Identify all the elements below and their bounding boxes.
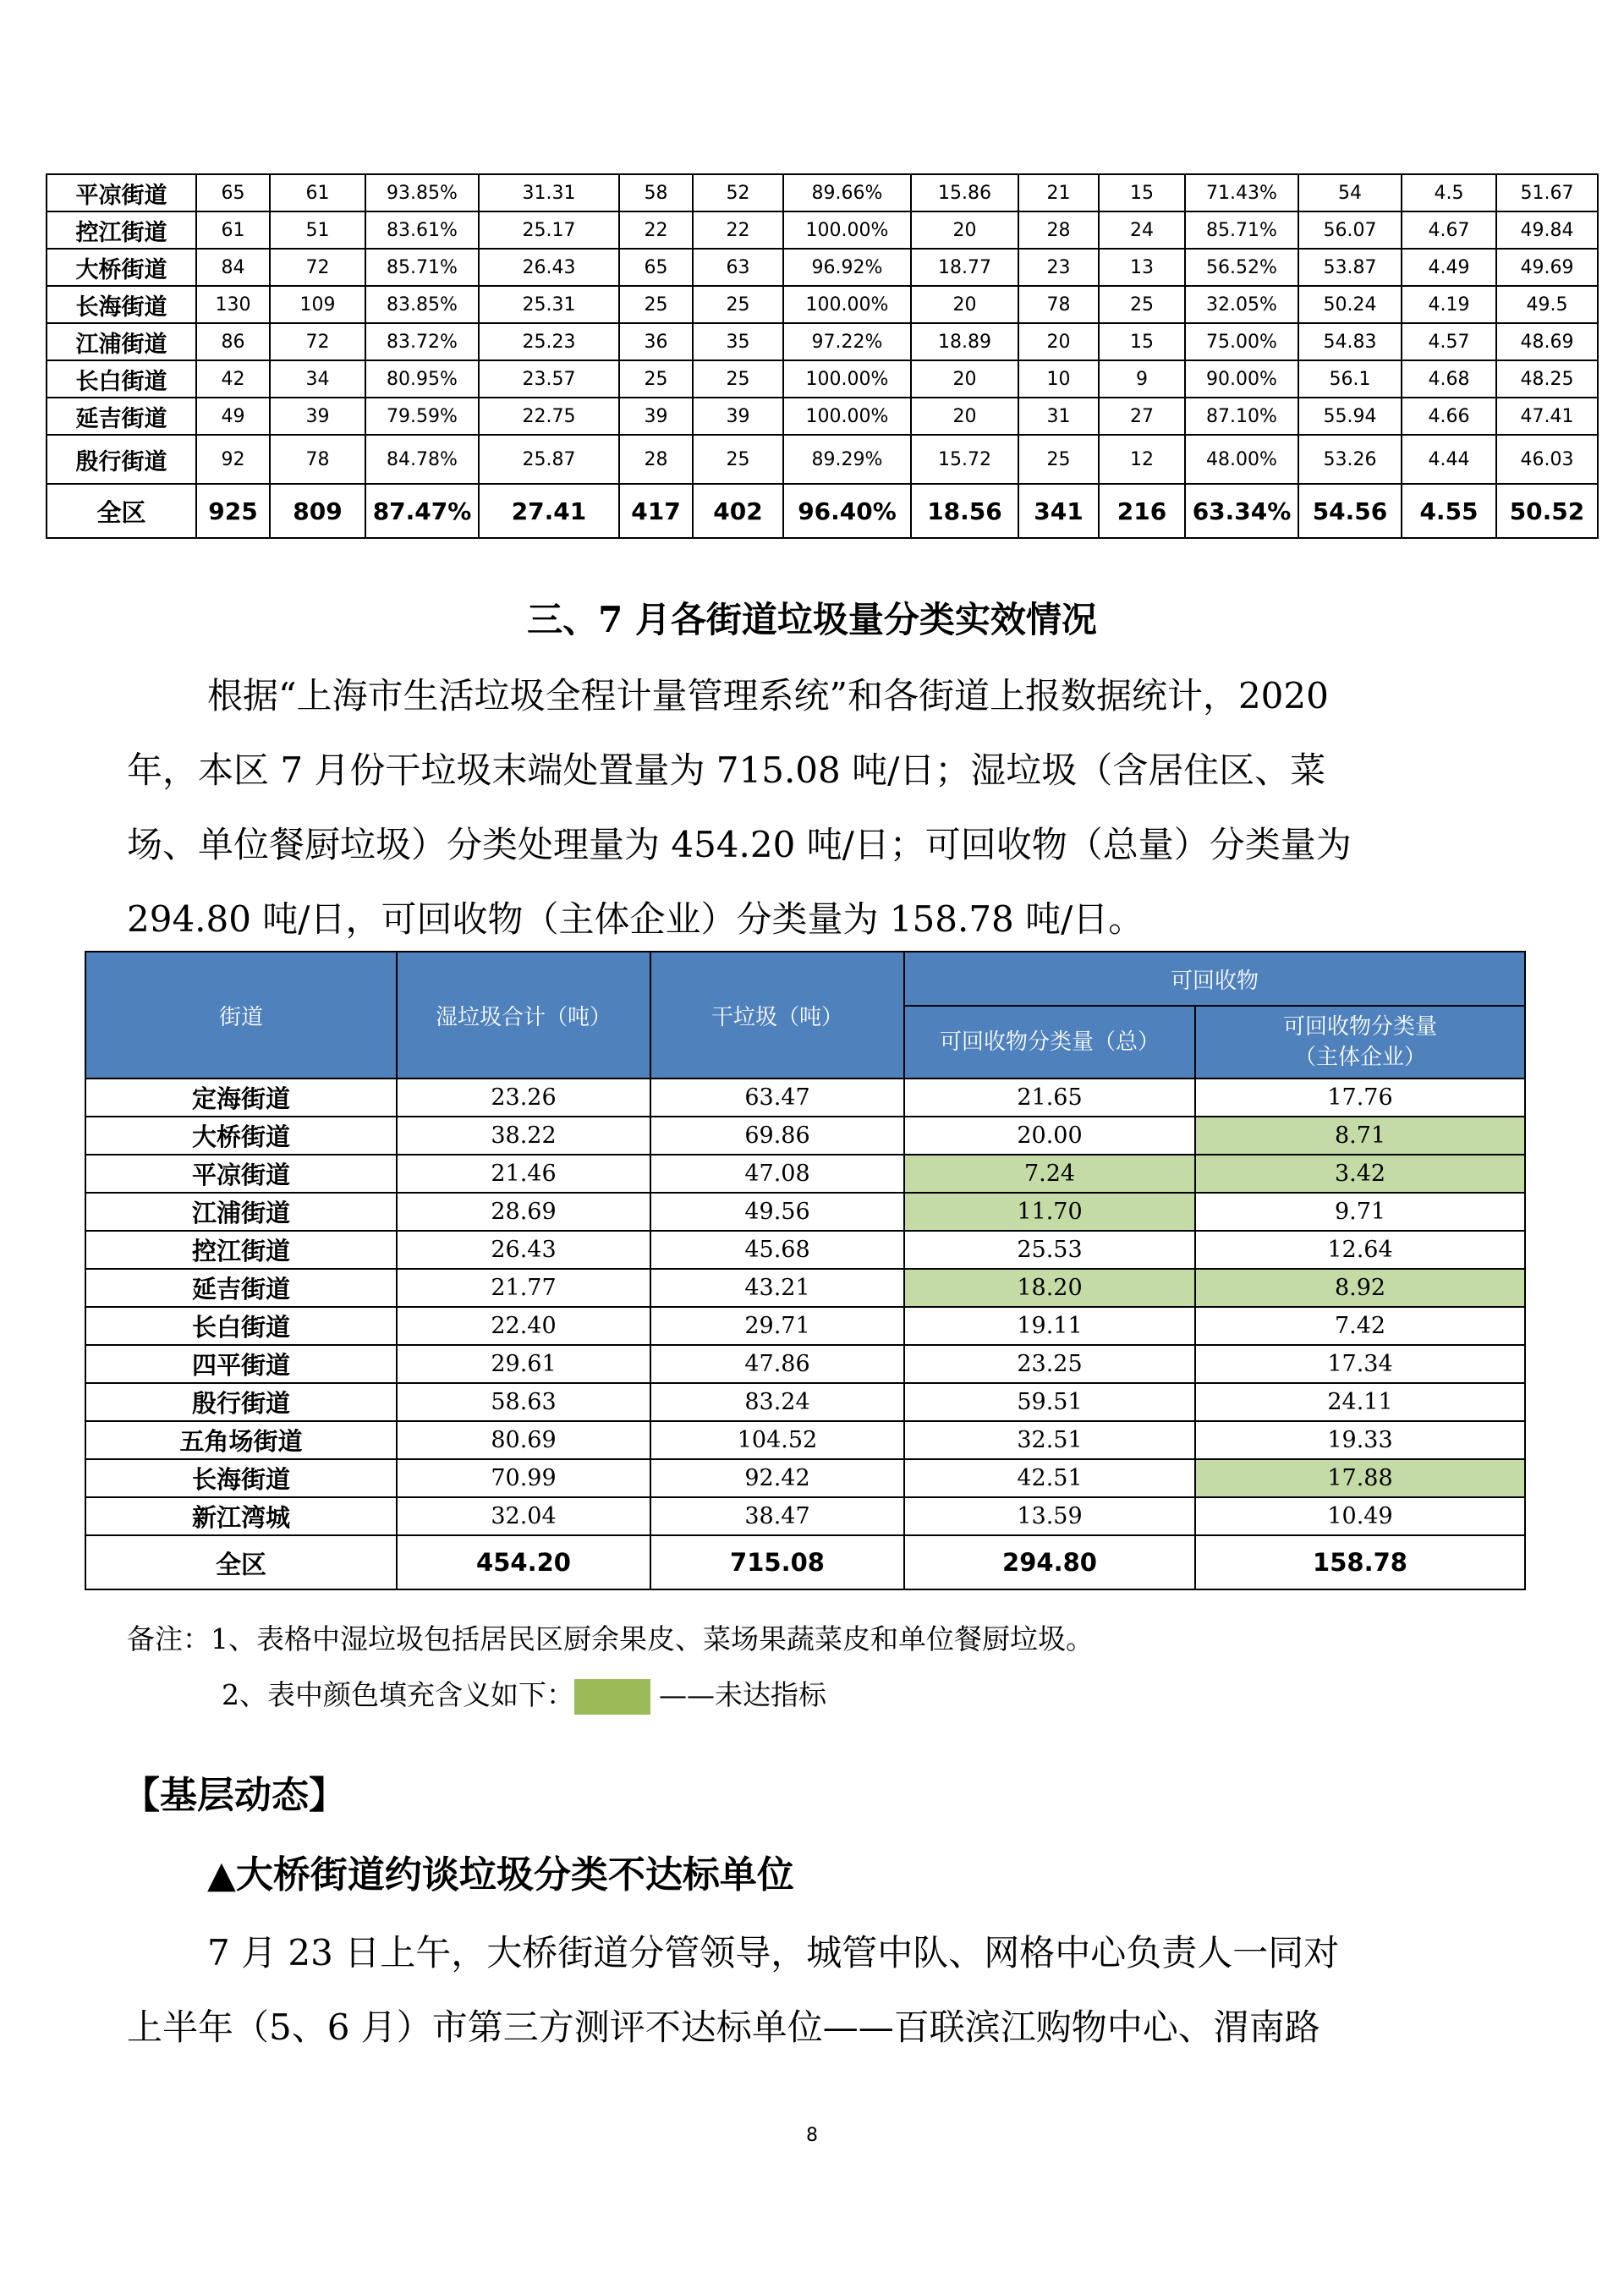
street-name-cell: 长海街道 [85, 1459, 397, 1497]
wet-cell: 32.04 [397, 1497, 650, 1535]
value-cell: 96.40% [783, 484, 911, 538]
main-cell: 17.76 [1195, 1079, 1525, 1117]
value-cell: 39 [619, 398, 693, 435]
value-cell: 15 [1099, 174, 1185, 211]
value-cell: 28 [1018, 211, 1099, 249]
rec-cell: 19.11 [904, 1307, 1195, 1345]
value-cell: 23.57 [479, 360, 619, 398]
dry-cell: 104.52 [650, 1421, 904, 1459]
value-cell: 89.66% [783, 174, 911, 211]
main-cell: 7.42 [1195, 1307, 1525, 1345]
street-name-cell: 定海街道 [85, 1079, 397, 1117]
rec-cell: 7.24 [904, 1155, 1195, 1193]
table-row [85, 1231, 1525, 1269]
value-cell: 22 [693, 211, 783, 249]
rec-cell: 21.65 [904, 1079, 1195, 1117]
value-cell: 48.00% [1185, 435, 1298, 484]
value-cell: 83.85% [365, 286, 479, 323]
note-2 [222, 1673, 826, 1715]
value-cell: 86 [196, 323, 270, 360]
rec-cell: 11.70 [904, 1193, 1195, 1231]
rec-cell: 13.59 [904, 1497, 1195, 1535]
value-cell: 25.87 [479, 435, 619, 484]
street-name-cell: 长海街道 [47, 286, 196, 323]
value-cell: 61 [196, 211, 270, 249]
table-total-row [85, 1535, 1525, 1589]
header-rec-total: 可回收物分类量（总） [904, 1006, 1195, 1079]
street-name-cell: 江浦街道 [85, 1193, 397, 1231]
street-name-cell: 新江湾城 [85, 1497, 397, 1535]
value-cell: 34 [270, 360, 365, 398]
value-cell: 89.29% [783, 435, 911, 484]
value-cell: 925 [196, 484, 270, 538]
header-street: 街道 [85, 952, 397, 1079]
table-row [47, 360, 1598, 398]
value-cell: 341 [1018, 484, 1099, 538]
value-cell: 84.78% [365, 435, 479, 484]
rec-cell: 20.00 [904, 1117, 1195, 1155]
value-cell: 72 [270, 249, 365, 286]
value-cell: 25.17 [479, 211, 619, 249]
value-cell: 13 [1099, 249, 1185, 286]
value-cell: 100.00% [783, 398, 911, 435]
table-row [85, 1193, 1525, 1231]
value-cell: 417 [619, 484, 693, 538]
value-cell: 27 [1099, 398, 1185, 435]
value-cell: 22.75 [479, 398, 619, 435]
street-name-cell: 江浦街道 [47, 323, 196, 360]
table-row [85, 1155, 1525, 1193]
value-cell: 65 [196, 174, 270, 211]
table-row [85, 1345, 1525, 1383]
value-cell: 93.85% [365, 174, 479, 211]
table-row [85, 1117, 1525, 1155]
rec-cell: 294.80 [904, 1535, 1195, 1589]
street-name-cell: 殷行街道 [47, 435, 196, 484]
value-cell: 63 [693, 249, 783, 286]
value-cell: 20 [911, 286, 1018, 323]
dry-cell: 715.08 [650, 1535, 904, 1589]
table-row [47, 211, 1598, 249]
value-cell: 51 [270, 211, 365, 249]
value-cell: 25 [1018, 435, 1099, 484]
main-cell: 8.92 [1195, 1269, 1525, 1307]
value-cell: 26.43 [479, 249, 619, 286]
value-cell: 25 [693, 360, 783, 398]
table-row [85, 1269, 1525, 1307]
street-name-cell: 控江街道 [47, 211, 196, 249]
value-cell: 15.86 [911, 174, 1018, 211]
header-dry: 干垃圾（吨） [650, 952, 904, 1079]
table-row [85, 1307, 1525, 1345]
street-stats-table [46, 173, 1599, 539]
table-row [47, 435, 1598, 484]
value-cell: 4.49 [1402, 249, 1496, 286]
value-cell: 15 [1099, 323, 1185, 360]
dry-cell: 45.68 [650, 1231, 904, 1269]
value-cell: 42 [196, 360, 270, 398]
value-cell: 48.69 [1496, 323, 1598, 360]
value-cell: 49 [196, 398, 270, 435]
street-name-cell: 长白街道 [85, 1307, 397, 1345]
value-cell: 23 [1018, 249, 1099, 286]
value-cell: 25 [693, 286, 783, 323]
value-cell: 109 [270, 286, 365, 323]
dry-cell: 47.08 [650, 1155, 904, 1193]
main-cell: 9.71 [1195, 1193, 1525, 1231]
wet-cell: 23.26 [397, 1079, 650, 1117]
value-cell: 4.19 [1402, 286, 1496, 323]
value-cell: 100.00% [783, 211, 911, 249]
value-cell: 83.61% [365, 211, 479, 249]
header-wet: 湿垃圾合计（吨） [397, 952, 650, 1079]
value-cell: 9 [1099, 360, 1185, 398]
rec-cell: 18.20 [904, 1269, 1195, 1307]
paragraph-line: 根据“上海市生活垃圾全程计量管理系统”和各街道上报数据统计，2020 [207, 675, 1329, 716]
value-cell: 75.00% [1185, 323, 1298, 360]
value-cell: 27.41 [479, 484, 619, 538]
table-row [85, 1497, 1525, 1535]
dry-cell: 43.21 [650, 1269, 904, 1307]
value-cell: 28 [619, 435, 693, 484]
note-1: 备注：1、表格中湿垃圾包括居民区厨余果皮、菜场果蔬菜皮和单位餐厨垃圾。 [127, 1622, 1094, 1655]
value-cell: 4.68 [1402, 360, 1496, 398]
value-cell: 63.34% [1185, 484, 1298, 538]
value-cell: 87.47% [365, 484, 479, 538]
street-name-cell: 平凉街道 [47, 174, 196, 211]
table-row [47, 249, 1598, 286]
street-name-cell: 全区 [85, 1535, 397, 1589]
value-cell: 402 [693, 484, 783, 538]
value-cell: 58 [619, 174, 693, 211]
value-cell: 24 [1099, 211, 1185, 249]
value-cell: 20 [1018, 323, 1099, 360]
value-cell: 51.67 [1496, 174, 1598, 211]
wet-cell: 80.69 [397, 1421, 650, 1459]
street-name-cell: 延吉街道 [47, 398, 196, 435]
grassroots-item-title: ▲大桥街道约谈垃圾分类不达标单位 [207, 1853, 794, 1897]
table-row [47, 323, 1598, 360]
wet-cell: 29.61 [397, 1345, 650, 1383]
dry-cell: 38.47 [650, 1497, 904, 1535]
value-cell: 49.69 [1496, 249, 1598, 286]
main-cell: 24.11 [1195, 1383, 1525, 1421]
page-number: 8 [806, 2125, 818, 2146]
value-cell: 53.87 [1298, 249, 1402, 286]
main-cell: 17.34 [1195, 1345, 1525, 1383]
street-name-cell: 四平街道 [85, 1345, 397, 1383]
dry-cell: 47.86 [650, 1345, 904, 1383]
street-name-cell: 全区 [47, 484, 196, 538]
value-cell: 31 [1018, 398, 1099, 435]
paragraph-line: 年，本区 7 月份干垃圾末端处置量为 715.08 吨/日；湿垃圾（含居住区、菜 [127, 749, 1326, 791]
rec-cell: 42.51 [904, 1459, 1195, 1497]
value-cell: 39 [270, 398, 365, 435]
value-cell: 32.05% [1185, 286, 1298, 323]
value-cell: 97.22% [783, 323, 911, 360]
dry-cell: 92.42 [650, 1459, 904, 1497]
wet-cell: 28.69 [397, 1193, 650, 1231]
main-cell: 158.78 [1195, 1535, 1525, 1589]
street-name-cell: 五角场街道 [85, 1421, 397, 1459]
value-cell: 54.56 [1298, 484, 1402, 538]
value-cell: 83.72% [365, 323, 479, 360]
rec-cell: 25.53 [904, 1231, 1195, 1269]
wet-cell: 58.63 [397, 1383, 650, 1421]
street-name-cell: 殷行街道 [85, 1383, 397, 1421]
dry-cell: 63.47 [650, 1079, 904, 1117]
value-cell: 31.31 [479, 174, 619, 211]
value-cell: 90.00% [1185, 360, 1298, 398]
value-cell: 18.56 [911, 484, 1018, 538]
note-2-prefix: 2、表中颜色填充含义如下： [222, 1678, 574, 1711]
table-row [47, 398, 1598, 435]
value-cell: 55.94 [1298, 398, 1402, 435]
value-cell: 20 [911, 211, 1018, 249]
value-cell: 71.43% [1185, 174, 1298, 211]
value-cell: 4.66 [1402, 398, 1496, 435]
wet-cell: 22.40 [397, 1307, 650, 1345]
value-cell: 4.44 [1402, 435, 1496, 484]
paragraph-line: 294.80 吨/日，可回收物（主体企业）分类量为 158.78 吨/日。 [127, 898, 1144, 940]
value-cell: 50.24 [1298, 286, 1402, 323]
value-cell: 15.72 [911, 435, 1018, 484]
value-cell: 61 [270, 174, 365, 211]
value-cell: 36 [619, 323, 693, 360]
value-cell: 49.84 [1496, 211, 1598, 249]
value-cell: 25 [619, 360, 693, 398]
rec-cell: 59.51 [904, 1383, 1195, 1421]
street-name-cell: 大桥街道 [47, 249, 196, 286]
value-cell: 50.52 [1496, 484, 1598, 538]
value-cell: 35 [693, 323, 783, 360]
note-2-suffix: ——未达指标 [659, 1678, 826, 1711]
value-cell: 92 [196, 435, 270, 484]
value-cell: 87.10% [1185, 398, 1298, 435]
value-cell: 46.03 [1496, 435, 1598, 484]
value-cell: 100.00% [783, 286, 911, 323]
street-name-cell: 长白街道 [47, 360, 196, 398]
value-cell: 18.89 [911, 323, 1018, 360]
waste-volume-table [85, 951, 1526, 1590]
value-cell: 96.92% [783, 249, 911, 286]
value-cell: 4.5 [1402, 174, 1496, 211]
wet-cell: 21.46 [397, 1155, 650, 1193]
wet-cell: 21.77 [397, 1269, 650, 1307]
value-cell: 4.57 [1402, 323, 1496, 360]
value-cell: 48.25 [1496, 360, 1598, 398]
header-recyclable: 可回收物 [904, 952, 1525, 1006]
legend-swatch [574, 1679, 650, 1715]
table-row [85, 1079, 1525, 1117]
value-cell: 12 [1099, 435, 1185, 484]
value-cell: 18.77 [911, 249, 1018, 286]
value-cell: 56.52% [1185, 249, 1298, 286]
value-cell: 216 [1099, 484, 1185, 538]
paragraph-line: 上半年（5、6 月）市第三方测评不达标单位——百联滨江购物中心、渭南路 [127, 2006, 1320, 2048]
value-cell: 72 [270, 323, 365, 360]
street-name-cell: 延吉街道 [85, 1269, 397, 1307]
value-cell: 25 [619, 286, 693, 323]
value-cell: 4.67 [1402, 211, 1496, 249]
main-cell: 10.49 [1195, 1497, 1525, 1535]
value-cell: 85.71% [365, 249, 479, 286]
dry-cell: 69.86 [650, 1117, 904, 1155]
value-cell: 21 [1018, 174, 1099, 211]
value-cell: 39 [693, 398, 783, 435]
value-cell: 54 [1298, 174, 1402, 211]
table-row [85, 1459, 1525, 1497]
value-cell: 25 [1099, 286, 1185, 323]
main-cell: 12.64 [1195, 1231, 1525, 1269]
value-cell: 52 [693, 174, 783, 211]
street-name-cell: 大桥街道 [85, 1117, 397, 1155]
rec-cell: 23.25 [904, 1345, 1195, 1383]
value-cell: 54.83 [1298, 323, 1402, 360]
paragraph-line: 7 月 23 日上午，大桥街道分管领导，城管中队、网格中心负责人一同对 [207, 1932, 1340, 1973]
value-cell: 20 [911, 398, 1018, 435]
value-cell: 20 [911, 360, 1018, 398]
paragraph-line: 场、单位餐厨垃圾）分类处理量为 454.20 吨/日；可回收物（总量）分类量为 [127, 824, 1352, 865]
value-cell: 25.31 [479, 286, 619, 323]
main-cell: 3.42 [1195, 1155, 1525, 1193]
value-cell: 85.71% [1185, 211, 1298, 249]
street-name-cell: 平凉街道 [85, 1155, 397, 1193]
dry-cell: 29.71 [650, 1307, 904, 1345]
dry-cell: 83.24 [650, 1383, 904, 1421]
value-cell: 78 [1018, 286, 1099, 323]
value-cell: 56.1 [1298, 360, 1402, 398]
table-row [85, 1421, 1525, 1459]
main-cell: 8.71 [1195, 1117, 1525, 1155]
value-cell: 49.5 [1496, 286, 1598, 323]
value-cell: 80.95% [365, 360, 479, 398]
section-heading: 三、7 月各街道垃圾量分类实效情况 [527, 599, 1097, 640]
street-name-cell: 控江街道 [85, 1231, 397, 1269]
value-cell: 809 [270, 484, 365, 538]
value-cell: 25.23 [479, 323, 619, 360]
table-row [85, 1383, 1525, 1421]
value-cell: 47.41 [1496, 398, 1598, 435]
value-cell: 79.59% [365, 398, 479, 435]
value-cell: 10 [1018, 360, 1099, 398]
wet-cell: 70.99 [397, 1459, 650, 1497]
wet-cell: 454.20 [397, 1535, 650, 1589]
main-cell: 17.88 [1195, 1459, 1525, 1497]
main-cell: 19.33 [1195, 1421, 1525, 1459]
rec-cell: 32.51 [904, 1421, 1195, 1459]
value-cell: 78 [270, 435, 365, 484]
value-cell: 22 [619, 211, 693, 249]
value-cell: 100.00% [783, 360, 911, 398]
value-cell: 25 [693, 435, 783, 484]
value-cell: 84 [196, 249, 270, 286]
value-cell: 130 [196, 286, 270, 323]
wet-cell: 26.43 [397, 1231, 650, 1269]
table-row [47, 174, 1598, 211]
table-total-row [47, 484, 1598, 538]
wet-cell: 38.22 [397, 1117, 650, 1155]
dry-cell: 49.56 [650, 1193, 904, 1231]
grassroots-section-title: 【基层动态】 [123, 1774, 346, 1817]
value-cell: 65 [619, 249, 693, 286]
value-cell: 4.55 [1402, 484, 1496, 538]
value-cell: 53.26 [1298, 435, 1402, 484]
header-rec-main: 可回收物分类量 （主体企业） [1195, 1006, 1525, 1079]
value-cell: 56.07 [1298, 211, 1402, 249]
table-row [47, 286, 1598, 323]
